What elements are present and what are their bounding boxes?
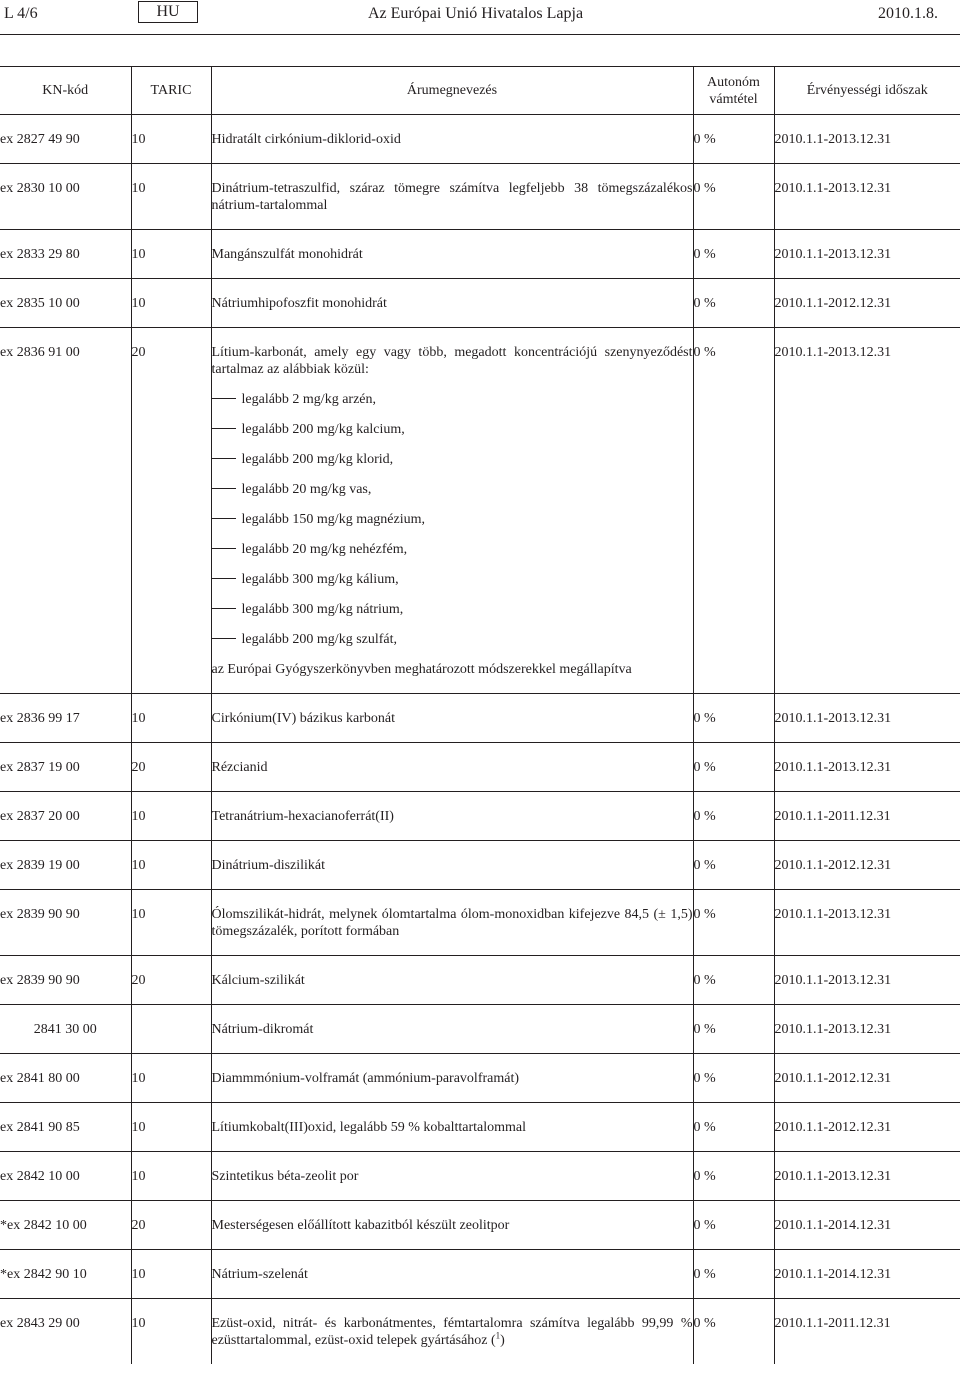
kn-code-cell: ex 2842 10 00 [0, 1152, 131, 1201]
impurity-text: legalább 300 mg/kg kálium, [241, 572, 399, 587]
tariff-table [0, 66, 960, 1364]
column-header-rate [693, 67, 774, 115]
impurity-text: legalább 200 mg/kg kalcium, [241, 422, 405, 437]
validity-period-cell: 2010.1.1-2013.12.31 [774, 1005, 960, 1054]
kn-code-cell: ex 2841 90 85 [0, 1103, 131, 1152]
kn-code-cell: ex 2830 10 00 [0, 164, 131, 230]
table-row [0, 694, 960, 743]
description-cell [211, 164, 693, 230]
table-row [0, 956, 960, 1005]
table-header-row [0, 67, 960, 115]
impurity-list-item [212, 481, 693, 498]
table-row [0, 328, 960, 694]
taric-cell: 20 [131, 328, 211, 694]
impurity-list-item [212, 451, 693, 468]
description-text-end: ) [500, 1333, 505, 1348]
taric-cell: 10 [131, 1250, 211, 1299]
column-header-rate-line2: vámtétel [709, 91, 758, 107]
table-row [0, 1299, 960, 1365]
description-text: Mesterségesen előállított kabazitból készült zeolitpor [211, 1218, 510, 1233]
duty-rate-cell: 0 % [693, 164, 774, 230]
description-text: Dinátrium-tetraszulfid, száraz tömegre számítva legfeljebb 38 tömegszázalékos nátrium-tartalommal [211, 181, 693, 213]
kn-code-cell: ex 2837 19 00 [0, 743, 131, 792]
dash-marker [212, 638, 236, 639]
table-row [0, 164, 960, 230]
validity-period-cell: 2010.1.1-2011.12.31 [774, 792, 960, 841]
table-row [0, 279, 960, 328]
impurity-text: legalább 200 mg/kg klorid, [241, 452, 394, 467]
kn-code-cell: ex 2839 19 00 [0, 841, 131, 890]
impurity-list-item [212, 601, 693, 618]
page-number: L 4/6 [4, 5, 38, 22]
description-cell [211, 230, 693, 279]
description-cell [211, 1250, 693, 1299]
kn-code-cell: ex 2839 90 90 [0, 890, 131, 956]
validity-period-cell: 2010.1.1-2012.12.31 [774, 1054, 960, 1103]
duty-rate-cell: 0 % [693, 279, 774, 328]
page-header [0, 0, 960, 34]
duty-rate-cell: 0 % [693, 1103, 774, 1152]
footnote-ref: 1 [495, 1330, 501, 1341]
description-cell [211, 890, 693, 956]
description-text: Ezüst-oxid, nitrát- és karbonátmentes, fémtartalomra számítva legalább 99,99 % ezüsttartalommal, ezüst-oxid telepek gyártásához ( [211, 1316, 693, 1348]
validity-period-cell: 2010.1.1-2012.12.31 [774, 841, 960, 890]
column-header-name: Árumegnevezés [211, 67, 693, 115]
validity-period-cell: 2010.1.1-2011.12.31 [774, 1299, 960, 1365]
language-badge: HU [138, 1, 198, 23]
description-cell [211, 956, 693, 1005]
duty-rate-cell: 0 % [693, 743, 774, 792]
validity-period-cell: 2010.1.1-2012.12.31 [774, 1103, 960, 1152]
taric-cell: 10 [131, 890, 211, 956]
dash-marker [212, 578, 236, 579]
table-row [0, 1103, 960, 1152]
column-header-kn: KN-kód [0, 67, 131, 115]
description-cell [211, 1054, 693, 1103]
description-cell [211, 1005, 693, 1054]
kn-code-cell: ex 2841 80 00 [0, 1054, 131, 1103]
table-row [0, 1250, 960, 1299]
description-text: Szintetikus béta-zeolit por [211, 1169, 359, 1184]
kn-code-cell: ex 2839 90 90 [0, 956, 131, 1005]
validity-period-cell: 2010.1.1-2013.12.31 [774, 328, 960, 694]
dash-marker [212, 428, 236, 429]
kn-code-cell: ex 2836 91 00 [0, 328, 131, 694]
kn-code-cell: ex 2835 10 00 [0, 279, 131, 328]
taric-cell: 10 [131, 164, 211, 230]
taric-cell: 10 [131, 1103, 211, 1152]
column-header-rate-line1: Autonóm [707, 74, 760, 90]
duty-rate-cell: 0 % [693, 1299, 774, 1365]
description-text: Tetranátrium-hexacianoferrát(II) [211, 809, 394, 824]
description-text: Mangánszulfát monohidrát [211, 247, 363, 262]
taric-cell: 10 [131, 1054, 211, 1103]
impurity-text: legalább 300 mg/kg nátrium, [241, 602, 404, 617]
kn-code-cell: ex 2843 29 00 [0, 1316, 80, 1331]
publication-date: 2010.1.8. [878, 5, 938, 22]
description-cell [211, 792, 693, 841]
dash-marker [212, 458, 236, 459]
table-row [0, 1201, 960, 1250]
kn-code-cell: ex 2837 20 00 [0, 792, 131, 841]
taric-cell: 20 [131, 956, 211, 1005]
description-text: Nátrium-szelenát [211, 1267, 308, 1282]
description-cell [211, 1152, 693, 1201]
taric-cell [131, 1005, 211, 1054]
table-row [0, 230, 960, 279]
dash-marker [212, 608, 236, 609]
validity-period-cell: 2010.1.1-2013.12.31 [774, 164, 960, 230]
table-row [0, 890, 960, 956]
impurity-text: legalább 20 mg/kg nehézfém, [241, 542, 408, 557]
description-text: Diammmónium-volframát (ammónium-paravolframát) [211, 1071, 520, 1086]
description-text: Lítiumkobalt(III)oxid, legalább 59 % kobalttartalommal [211, 1120, 527, 1135]
taric-cell: 10 [131, 1299, 211, 1365]
validity-period-cell: 2010.1.1-2013.12.31 [774, 115, 960, 164]
validity-period-cell: 2010.1.1-2013.12.31 [774, 890, 960, 956]
table-row [0, 115, 960, 164]
description-text: Hidratált cirkónium-diklorid-oxid [211, 132, 401, 147]
validity-period-cell: 2010.1.1-2013.12.31 [774, 230, 960, 279]
description-cell [211, 841, 693, 890]
taric-cell: 10 [131, 792, 211, 841]
taric-cell: 10 [131, 279, 211, 328]
validity-period-cell: 2010.1.1-2013.12.31 [774, 694, 960, 743]
duty-rate-cell: 0 % [693, 230, 774, 279]
validity-period-cell: 2010.1.1-2012.12.31 [774, 279, 960, 328]
duty-rate-cell: 0 % [693, 1005, 774, 1054]
kn-code-cell: *ex 2842 90 10 [0, 1250, 131, 1299]
impurity-list-item [212, 541, 693, 558]
validity-period-cell: 2010.1.1-2013.12.31 [774, 956, 960, 1005]
taric-cell: 20 [131, 743, 211, 792]
description-text: Cirkónium(IV) bázikus karbonát [211, 711, 396, 726]
validity-period-cell: 2010.1.1-2013.12.31 [774, 1152, 960, 1201]
impurity-text: legalább 20 mg/kg vas, [241, 482, 372, 497]
duty-rate-cell: 0 % [693, 1250, 774, 1299]
duty-rate-cell: 0 % [693, 890, 774, 956]
dash-marker [212, 548, 236, 549]
table-row [0, 1054, 960, 1103]
header-rule [0, 34, 960, 35]
column-header-validity: Érvényességi időszak [774, 67, 960, 115]
duty-rate-cell: 0 % [693, 841, 774, 890]
kn-code-cell: *ex 2842 10 00 [0, 1201, 131, 1250]
table-body [0, 115, 960, 1365]
impurity-text: legalább 150 mg/kg magnézium, [241, 512, 426, 527]
impurity-list-item [212, 511, 693, 528]
table-row [0, 841, 960, 890]
kn-code-cell: ex 2833 29 80 [0, 230, 131, 279]
impurity-list-item [212, 631, 693, 648]
taric-cell: 10 [131, 230, 211, 279]
description-closing: az Európai Gyógyszerkönyvben meghatározott módszerekkel megállapítva [211, 662, 632, 677]
impurity-list-item [212, 421, 693, 438]
duty-rate-cell: 0 % [693, 1152, 774, 1201]
kn-code-cell: ex 2836 99 17 [0, 694, 131, 743]
duty-rate-cell: 0 % [693, 115, 774, 164]
description-cell [211, 1299, 693, 1365]
description-cell [211, 743, 693, 792]
column-header-taric: TARIC [131, 67, 211, 115]
description-cell [211, 1201, 693, 1250]
description-cell [211, 279, 693, 328]
table-row [0, 792, 960, 841]
dash-marker [212, 398, 236, 399]
taric-cell: 10 [131, 115, 211, 164]
duty-rate-cell: 0 % [693, 1054, 774, 1103]
taric-cell: 10 [131, 841, 211, 890]
validity-period-cell: 2010.1.1-2014.12.31 [774, 1201, 960, 1250]
kn-code-cell: ex 2827 49 90 [0, 115, 131, 164]
description-cell [211, 328, 693, 694]
taric-cell: 10 [131, 694, 211, 743]
dash-marker [212, 488, 236, 489]
table-row [0, 1152, 960, 1201]
validity-period-cell: 2010.1.1-2014.12.31 [774, 1250, 960, 1299]
description-text: Rézcianid [211, 760, 268, 775]
impurity-text: legalább 200 mg/kg szulfát, [241, 632, 398, 647]
description-cell [211, 1103, 693, 1152]
journal-title: Az Európai Unió Hivatalos Lapja [368, 5, 584, 22]
description-text: Dinátrium-diszilikát [211, 858, 326, 873]
description-text: Nátriumhipofoszfit monohidrát [211, 296, 387, 311]
duty-rate-cell: 0 % [693, 694, 774, 743]
kn-code-cell: 2841 30 00 [0, 1005, 131, 1054]
description-cell [211, 115, 693, 164]
duty-rate-cell: 0 % [693, 792, 774, 841]
table-row [0, 743, 960, 792]
impurity-list-item [212, 571, 693, 588]
description-text: Ólomszilikát-hidrát, melynek ólomtartalma ólom-monoxidban kifejezve 84,5 (± 1,5) tömegszázalék, porított formában [211, 907, 693, 939]
description-text: Lítium-karbonát, amely egy vagy több, megadott koncentrációjú szenynyeződést tartalmaz az alábbiak közül: [211, 345, 693, 377]
description-cell [211, 694, 693, 743]
description-text: Nátrium-dikromát [211, 1022, 314, 1037]
impurity-list-item [212, 391, 693, 408]
validity-period-cell: 2010.1.1-2013.12.31 [774, 743, 960, 792]
taric-cell: 10 [131, 1152, 211, 1201]
table-row [0, 1005, 960, 1054]
taric-cell: 20 [131, 1201, 211, 1250]
impurity-text: legalább 2 mg/kg arzén, [241, 392, 377, 407]
duty-rate-cell: 0 % [693, 328, 774, 694]
description-text: Kálcium-szilikát [211, 973, 305, 988]
duty-rate-cell: 0 % [693, 956, 774, 1005]
duty-rate-cell: 0 % [693, 1201, 774, 1250]
dash-marker [212, 518, 236, 519]
